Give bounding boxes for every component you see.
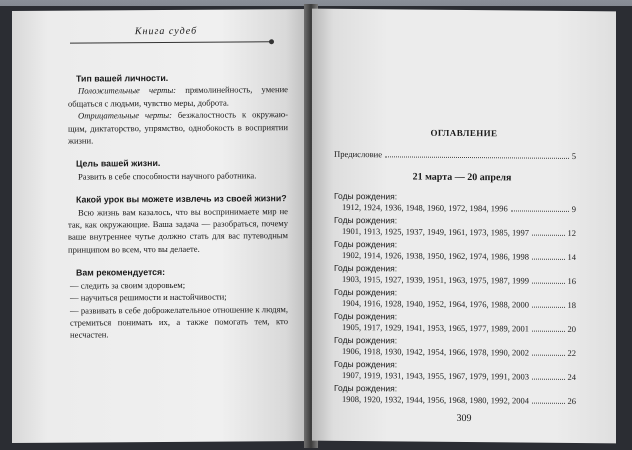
toc-entry-years: 1908, 1920, 1932, 1944, 1956, 1968, 1980, 1992, 2004 — [342, 393, 529, 406]
toc-entry-page: 22 — [567, 347, 576, 358]
toc-entry-page: 16 — [567, 275, 576, 286]
toc-entry-row — [334, 250, 576, 263]
toc-entry-label: Годы рождения: — [334, 286, 398, 298]
left-page — [12, 9, 310, 443]
leader-dots — [385, 156, 569, 159]
paragraph — [68, 108, 288, 147]
toc-entry-row — [334, 226, 576, 239]
toc-entry-years: 1906, 1918, 1930, 1942, 1954, 1966, 1978, 1990, 2002 — [342, 345, 529, 358]
toc-entry-page: 20 — [567, 323, 576, 334]
toc-entry-label: Годы рождения: — [334, 214, 398, 226]
toc-entry-row — [334, 322, 576, 335]
toc-entry-row — [334, 370, 576, 383]
toc-entry — [334, 311, 576, 335]
section-heading: Цель вашей жизни. — [76, 158, 161, 170]
leader-dots — [532, 379, 565, 380]
toc-list — [334, 191, 576, 409]
list-item: — развивать в себе доброжелательное отношение к людям, стремиться понимать их, а также помогать тем, кто несчастен. — [70, 303, 288, 340]
paragraph — [68, 205, 288, 256]
toc-preface-page: 5 — [571, 150, 576, 161]
leader-dots — [532, 331, 565, 332]
toc-entry-row — [334, 394, 576, 407]
toc-entry-row — [334, 274, 576, 287]
toc-entry-row — [334, 298, 576, 311]
toc-entry-row — [334, 346, 576, 359]
toc-entry-years: 1901, 1913, 1925, 1937, 1949, 1961, 1973, 1985, 1997 — [342, 225, 529, 238]
toc-entry-label: Годы рождения: — [334, 190, 398, 202]
leader-dots — [532, 355, 565, 356]
paragraph — [68, 84, 288, 110]
section-heading: Тип вашей личности. — [76, 72, 169, 84]
paragraph-text: Развить в себе способности научного работника. — [78, 170, 257, 182]
paragraph-label: Отрицательные черты: — [78, 110, 172, 121]
paragraph-text: прямолинейность, умение общаться с людьми, чувство меры, доброта. — [68, 84, 288, 109]
toc-entry-label: Годы рождения: — [334, 310, 398, 322]
toc-entry-page: 9 — [571, 203, 576, 214]
toc-entry-label: Годы рождения: — [334, 382, 398, 394]
leader-dots — [532, 259, 565, 260]
toc-entry-years: 1905, 1917, 1929, 1941, 1953, 1965, 1977, 1989, 2001 — [342, 321, 529, 334]
leader-dots — [532, 283, 565, 284]
toc-entry — [334, 287, 576, 311]
toc-entry-label: Годы рождения: — [334, 238, 398, 250]
page-number: 309 — [456, 412, 472, 425]
toc-entry-page: 26 — [567, 395, 576, 406]
toc-entry — [334, 215, 576, 239]
paragraph-text: Всю жизнь вам казалось, что вы воспринимаете мир не так, как окружающие. Ваша задача — разобраться, почему ваше внутреннее чутье должно стать для вас путеводным принципом во всем, что вы делаете. — [68, 205, 288, 255]
toc-entry-label: Годы рождения: — [334, 334, 398, 346]
section-heading: Какой урок вы можете извлечь из своей жизни? — [76, 193, 287, 205]
toc-entry-page: 18 — [567, 299, 576, 310]
right-page — [312, 9, 616, 444]
toc-entry-row — [334, 202, 576, 215]
toc-entry-years: 1904, 1916, 1928, 1940, 1952, 1964, 1976, 1988, 2000 — [342, 297, 529, 310]
list-item: — научиться решимости и настойчивости; — [70, 291, 227, 303]
leader-dots — [532, 403, 565, 404]
toc-entry-page: 12 — [567, 227, 576, 238]
toc-entry-page: 14 — [567, 251, 576, 262]
toc-entry-label: Годы рождения: — [334, 262, 398, 274]
left-page-body — [68, 71, 288, 341]
leader-dots — [511, 210, 569, 212]
leader-dots — [532, 307, 565, 308]
toc-entry-page: 24 — [567, 371, 576, 382]
toc-entry-label: Годы рождения: — [334, 358, 398, 370]
leader-dots — [532, 235, 565, 236]
paragraph-text: безжалостность к окружающим, диктаторство, упрямство, однобокость в восприятии жизни. — [68, 109, 288, 146]
toc-entry — [334, 191, 576, 215]
toc-entry — [334, 359, 576, 383]
toc-entry-years: 1902, 1914, 1926, 1938, 1950, 1962, 1974, 1986, 1998 — [342, 249, 529, 262]
toc-entry-years: 1912, 1924, 1936, 1948, 1960, 1972, 1984, 1996 — [342, 201, 508, 214]
toc-title: ОГЛАВЛЕНИЕ — [430, 127, 498, 139]
running-head: Книга судеб — [134, 25, 198, 38]
toc-entry — [334, 335, 576, 359]
toc-section-title: 21 марта — 20 апреля — [412, 171, 512, 184]
paragraph — [68, 169, 288, 183]
header-rule — [70, 41, 270, 43]
list-item: — следить за своим здоровьем; — [70, 279, 186, 291]
toc-preface-label: Предисловие — [334, 148, 383, 160]
section-heading: Вам рекомендуется: — [76, 267, 166, 278]
toc-entry-years: 1903, 1915, 1927, 1939, 1951, 1963, 1975, 1987, 1999 — [342, 273, 529, 286]
toc-entry — [334, 263, 576, 287]
toc-entry — [334, 239, 576, 263]
toc-entry — [334, 383, 576, 407]
toc-preface — [334, 149, 576, 161]
toc-entry-years: 1907, 1919, 1931, 1943, 1955, 1967, 1979, 1991, 2003 — [342, 369, 529, 382]
paragraph-label: Положительные черты: — [78, 85, 177, 96]
